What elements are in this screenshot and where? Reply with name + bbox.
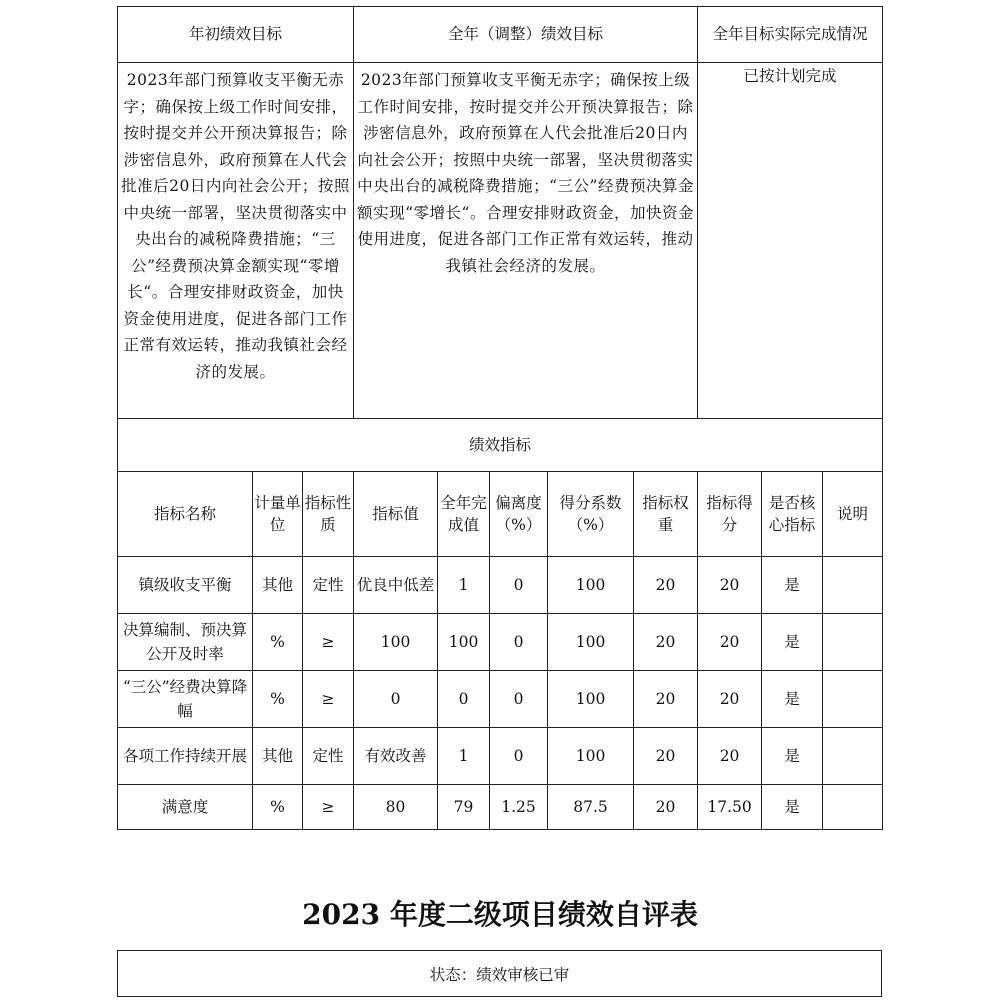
indicator-target: 100 — [354, 614, 438, 671]
indicators-section-title: 绩效指标 — [118, 419, 883, 472]
project-evaluation-title: 2023 年度二级项目绩效自评表 — [302, 898, 698, 931]
actual-completion-text: 已按计划完成 — [698, 63, 883, 419]
indicator-actual: 1 — [438, 557, 490, 614]
indicator-deviation: 0 — [490, 614, 548, 671]
indicator-score: 17.50 — [698, 785, 762, 830]
indicators-column-header-row — [118, 472, 883, 557]
goals-content-row — [118, 63, 883, 419]
indicator-weight: 20 — [634, 671, 698, 728]
indicator-note — [823, 728, 883, 785]
indicator-coefficient: 100 — [548, 671, 634, 728]
performance-table — [117, 6, 883, 830]
indicator-actual: 100 — [438, 614, 490, 671]
col-header-actual: 全年完成值 — [438, 472, 490, 557]
actual-completion-header: 全年目标实际完成情况 — [698, 7, 883, 63]
indicator-core: 是 — [762, 557, 823, 614]
adjusted-goal-header: 全年（调整）绩效目标 — [354, 7, 698, 63]
indicator-deviation: 0 — [490, 557, 548, 614]
indicator-score: 20 — [698, 614, 762, 671]
col-header-unit: 计量单位 — [253, 472, 303, 557]
indicator-core: 是 — [762, 614, 823, 671]
indicator-weight: 20 — [634, 785, 698, 830]
indicator-nature: 定性 — [303, 728, 354, 785]
indicator-target: 0 — [354, 671, 438, 728]
indicator-note — [823, 785, 883, 830]
indicator-weight: 20 — [634, 557, 698, 614]
indicators-title-row — [118, 419, 883, 472]
indicator-name: 各项工作持续开展 — [118, 728, 253, 785]
indicator-coefficient: 100 — [548, 557, 634, 614]
indicator-core: 是 — [762, 785, 823, 830]
indicator-deviation: 0 — [490, 671, 548, 728]
indicator-score: 20 — [698, 671, 762, 728]
indicator-score: 20 — [698, 557, 762, 614]
table-row — [118, 671, 883, 728]
indicator-score: 20 — [698, 728, 762, 785]
indicator-deviation: 1.25 — [490, 785, 548, 830]
indicator-name: 决算编制、预决算公开及时率 — [118, 614, 253, 671]
col-header-name: 指标名称 — [118, 472, 253, 557]
initial-goal-text: 2023年部门预算收支平衡无赤字；确保按上级工作时间安排，按时提交并公开预决算报告；除涉密信息外，政府预算在人代会批准后20日内向社会公开；按照中央统一部署，坚决贯彻落实中央出台的减税降费措施；“三公”经费预决算金额实现“零增长“。合理安排财政资金，加快资金使用进度，促进各部门工作正常有效运转，推动我镇社会经济的发展。 — [118, 63, 354, 419]
col-header-target: 指标值 — [354, 472, 438, 557]
indicator-actual: 79 — [438, 785, 490, 830]
indicator-nature: ≥ — [303, 785, 354, 830]
indicator-name: 满意度 — [118, 785, 253, 830]
indicator-note — [823, 671, 883, 728]
table-row — [118, 728, 883, 785]
indicator-actual: 1 — [438, 728, 490, 785]
col-header-score: 指标得分 — [698, 472, 762, 557]
indicator-weight: 20 — [634, 728, 698, 785]
indicator-nature: 定性 — [303, 557, 354, 614]
indicator-target: 优良中低差 — [354, 557, 438, 614]
indicator-unit: 其他 — [253, 728, 303, 785]
indicator-nature: ≥ — [303, 671, 354, 728]
indicator-coefficient: 87.5 — [548, 785, 634, 830]
col-header-core: 是否核心指标 — [762, 472, 823, 557]
indicator-unit: % — [253, 671, 303, 728]
col-header-weight: 指标权重 — [634, 472, 698, 557]
indicator-actual: 0 — [438, 671, 490, 728]
table-row — [118, 785, 883, 830]
indicator-target: 80 — [354, 785, 438, 830]
indicator-coefficient: 100 — [548, 728, 634, 785]
goals-header-row — [118, 7, 883, 63]
indicator-name: 镇级收支平衡 — [118, 557, 253, 614]
col-header-deviation: 偏离度（%） — [490, 472, 548, 557]
indicator-weight: 20 — [634, 614, 698, 671]
indicator-note — [823, 614, 883, 671]
indicator-unit: 其他 — [253, 557, 303, 614]
table-row — [118, 557, 883, 614]
indicator-target: 有效改善 — [354, 728, 438, 785]
indicator-nature: ≥ — [303, 614, 354, 671]
indicator-core: 是 — [762, 671, 823, 728]
col-header-note: 说明 — [823, 472, 883, 557]
adjusted-goal-text: 2023年部门预算收支平衡无赤字；确保按上级工作时间安排，按时提交并公开预决算报告；除涉密信息外，政府预算在人代会批准后20日内向社会公开；按照中央统一部署，坚决贯彻落实中央出台的减税降费措施；“三公”经费预决算金额实现“零增长“。合理安排财政资金，加快资金使用进度，促进各部门工作正常有效运转，推动我镇社会经济的发展。 — [354, 63, 698, 419]
col-header-nature: 指标性质 — [303, 472, 354, 557]
indicator-deviation: 0 — [490, 728, 548, 785]
table-row — [118, 614, 883, 671]
indicator-coefficient: 100 — [548, 614, 634, 671]
indicator-unit: % — [253, 614, 303, 671]
indicator-note — [823, 557, 883, 614]
indicator-core: 是 — [762, 728, 823, 785]
indicator-name: “三公”经费决算降幅 — [118, 671, 253, 728]
col-header-coefficient: 得分系数（%） — [548, 472, 634, 557]
status-text: 状态：绩效审核已审 — [429, 965, 570, 984]
status-box — [117, 950, 882, 997]
initial-goal-header: 年初绩效目标 — [118, 7, 354, 63]
indicator-unit: % — [253, 785, 303, 830]
